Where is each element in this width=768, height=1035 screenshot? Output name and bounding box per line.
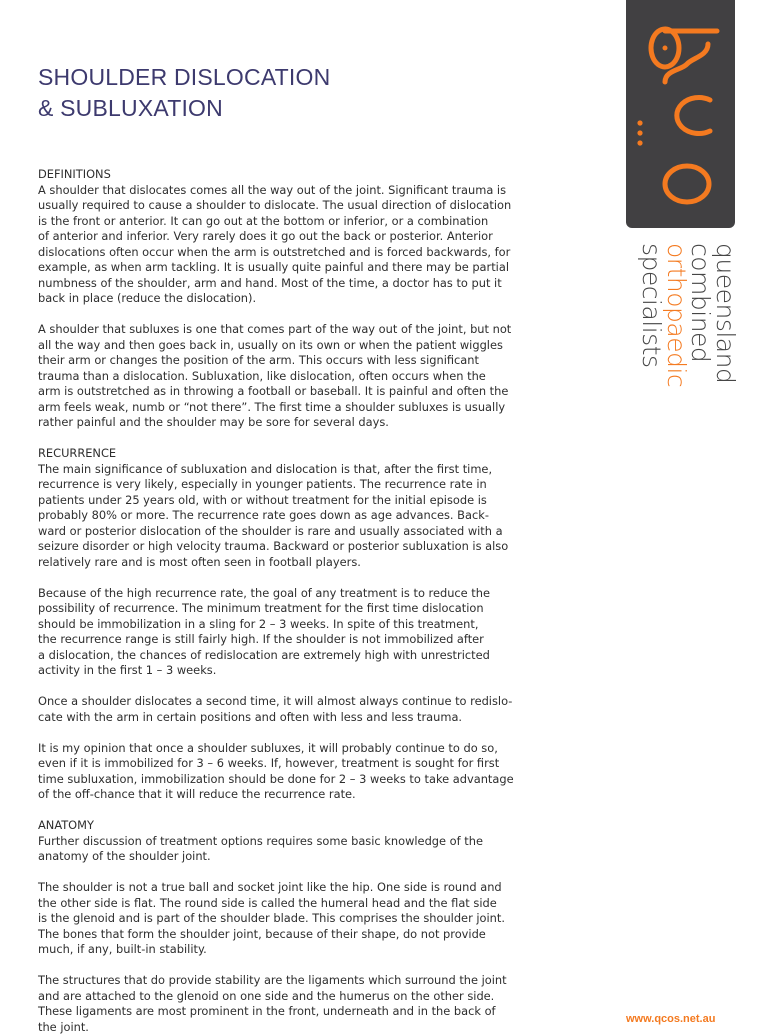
brand-line-orthopaedic: orthopaedic <box>664 243 689 387</box>
text-line: even if it is immobilized for 3 – 6 weeks. If, however, treatment is sought for first <box>38 756 560 772</box>
text-line: of anterior and inferior. Very rarely does it go out the back or posterior. Anterior <box>38 229 560 245</box>
paragraph-gap <box>38 803 560 819</box>
paragraph <box>38 880 560 958</box>
text-line: The structures that do provide stability are the ligaments which surround the joint <box>38 973 560 989</box>
text-line: It is my opinion that once a shoulder subluxes, it will probably continue to do so, <box>38 741 560 757</box>
text-line: a dislocation, the chances of redislocation are extremely high with unrestricted <box>38 648 560 664</box>
paragraph <box>38 818 560 865</box>
document-title <box>38 62 330 124</box>
paragraph-gap <box>38 865 560 881</box>
text-line: ANATOMY <box>38 818 560 834</box>
paragraph-gap <box>38 679 560 695</box>
brand-line-combined: combined <box>688 243 713 387</box>
text-line: cate with the arm in certain positions and often with less and less trauma. <box>38 710 560 726</box>
paragraph-gap <box>38 725 560 741</box>
text-line: the other side is flat. The round side is called the humeral head and the flat side <box>38 896 560 912</box>
text-line: rather painful and the shoulder may be sore for several days. <box>38 415 560 431</box>
brand-line-queensland: queensland <box>713 243 738 387</box>
text-line: Once a shoulder dislocates a second time, it will almost always continue to redislo- <box>38 694 560 710</box>
text-line: probably 80% or more. The recurrence rate goes down as age advances. Back- <box>38 508 560 524</box>
text-line: their arm or changes the position of the arm. This occurs with less significant <box>38 353 560 369</box>
paragraph-gap <box>38 431 560 447</box>
text-line: patients under 25 years old, with or without treatment for the initial episode is <box>38 493 560 509</box>
paragraph <box>38 446 560 570</box>
text-line: time subluxation, immobilization should be done for 2 – 3 weeks to take advantage <box>38 772 560 788</box>
text-line: arm is outstretched as in throwing a football or baseball. It is painful and often the <box>38 384 560 400</box>
text-line: relatively rare and is most often seen in football players. <box>38 555 560 571</box>
text-line: A shoulder that dislocates comes all the way out of the joint. Significant trauma is <box>38 183 560 199</box>
text-line: all the way and then goes back in, usually on its own or when the patient wiggles <box>38 338 560 354</box>
text-line: much, if any, built-in stability. <box>38 942 560 958</box>
text-line: the recurrence range is still fairly high. If the shoulder is not immobilized after <box>38 632 560 648</box>
text-line: recurrence is very likely, especially in younger patients. The recurrence rate in <box>38 477 560 493</box>
paragraph-gap <box>38 958 560 974</box>
text-line: example, as when arm tackling. It is usually quite painful and there may be partial <box>38 260 560 276</box>
text-line: ward or posterior dislocation of the shoulder is rare and usually associated with a <box>38 524 560 540</box>
website-link[interactable]: www.qcos.net.au <box>626 1013 715 1025</box>
text-line: possibility of recurrence. The minimum treatment for the first time dislocation <box>38 601 560 617</box>
text-line: is the glenoid and is part of the shoulder blade. This comprises the shoulder joint. <box>38 911 560 927</box>
text-line: anatomy of the shoulder joint. <box>38 849 560 865</box>
body-text <box>38 167 560 1035</box>
text-line: The bones that form the shoulder joint, because of their shape, do not provide <box>38 927 560 943</box>
text-line: of the off-chance that it will reduce the recurrence rate. <box>38 787 560 803</box>
text-line: seizure disorder or high velocity trauma. Backward or posterior subluxation is also <box>38 539 560 555</box>
text-line: arm feels weak, numb or “not there”. The first time a shoulder subluxes is usually <box>38 400 560 416</box>
text-line: DEFINITIONS <box>38 167 560 183</box>
text-line: should be immobilization in a sling for 2 – 3 weeks. In spite of this treatment, <box>38 617 560 633</box>
paragraph <box>38 586 560 679</box>
text-line: is the front or anterior. It can go out at the bottom or inferior, or a combination <box>38 214 560 230</box>
paragraph <box>38 741 560 803</box>
brand-name-vertical <box>639 243 737 387</box>
text-line: trauma than a dislocation. Subluxation, like dislocation, often occurs when the <box>38 369 560 385</box>
text-line: usually required to cause a shoulder to dislocate. The usual direction of dislocation <box>38 198 560 214</box>
text-line: the joint. <box>38 1020 560 1035</box>
text-line: The shoulder is not a true ball and socket joint like the hip. One side is round and <box>38 880 560 896</box>
text-line: RECURRENCE <box>38 446 560 462</box>
qcos-logo-icon <box>626 0 735 228</box>
title-line-1: SHOULDER DISLOCATION <box>38 62 330 93</box>
paragraph <box>38 322 560 431</box>
text-line: dislocations often occur when the arm is outstretched and is forced backwards, for <box>38 245 560 261</box>
paragraph <box>38 167 560 307</box>
text-line: The main significance of subluxation and dislocation is that, after the first time, <box>38 462 560 478</box>
title-line-2: & SUBLUXATION <box>38 93 330 124</box>
paragraph <box>38 973 560 1035</box>
text-line: Because of the high recurrence rate, the goal of any treatment is to reduce the <box>38 586 560 602</box>
brand-line-specialists: specialists <box>639 243 664 387</box>
text-line: Further discussion of treatment options requires some basic knowledge of the <box>38 834 560 850</box>
text-line: back in place (reduce the dislocation). <box>38 291 560 307</box>
text-line: These ligaments are most prominent in the front, underneath and in the back of <box>38 1004 560 1020</box>
paragraph-gap <box>38 570 560 586</box>
text-line: A shoulder that subluxes is one that comes part of the way out of the joint, but not <box>38 322 560 338</box>
brand-logo-box <box>626 0 735 228</box>
text-line: numbness of the shoulder, arm and hand. Most of the time, a doctor has to put it <box>38 276 560 292</box>
paragraph-gap <box>38 307 560 323</box>
text-line: and are attached to the glenoid on one side and the humerus on the other side. <box>38 989 560 1005</box>
text-line: activity in the first 1 – 3 weeks. <box>38 663 560 679</box>
paragraph <box>38 694 560 725</box>
